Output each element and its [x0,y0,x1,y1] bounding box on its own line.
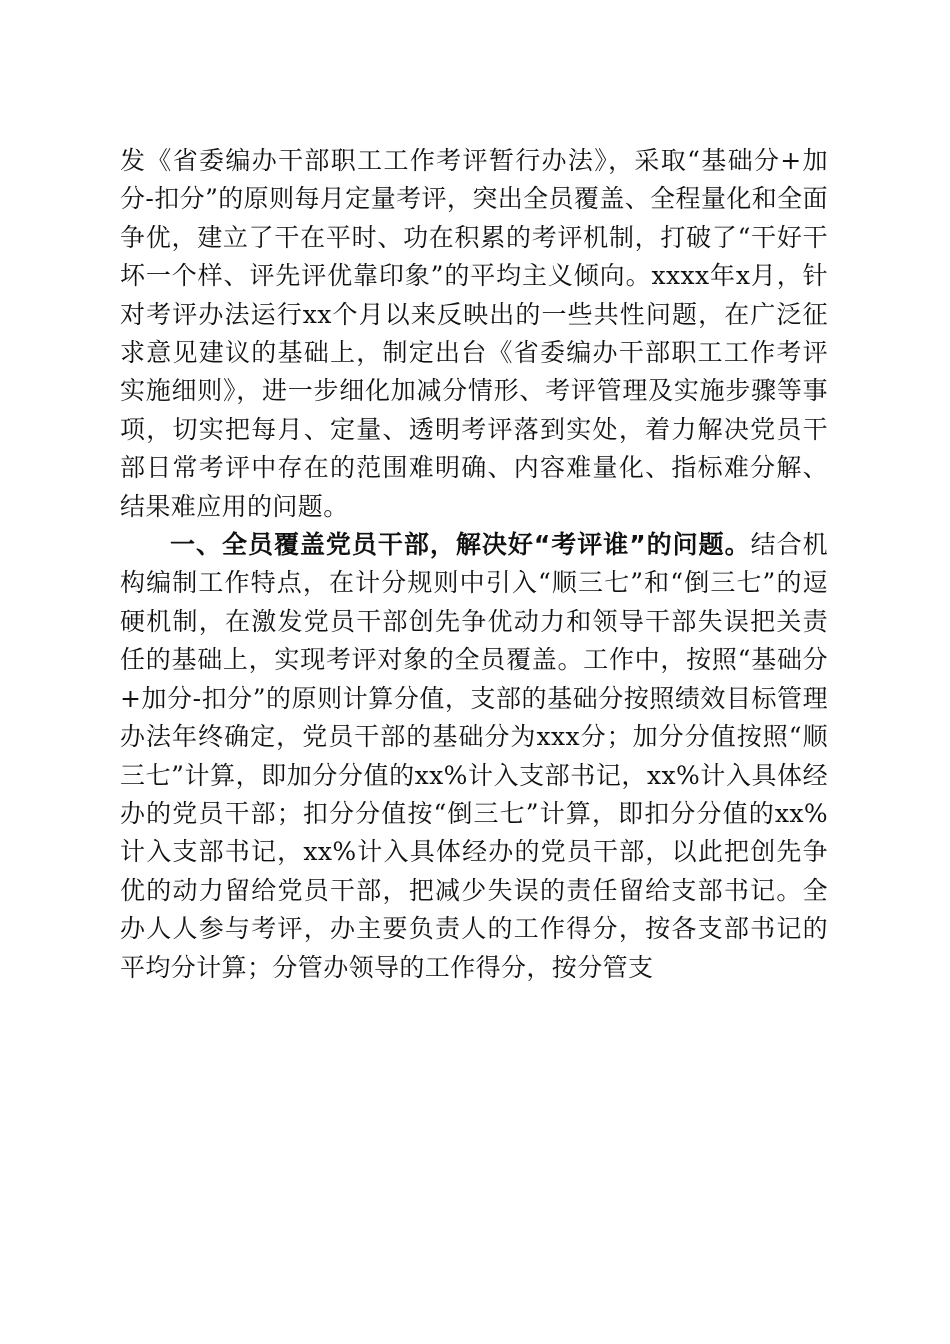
document-body [120,142,828,987]
paragraph-1 [120,142,828,526]
paragraph-2 [120,526,828,987]
paragraph-2-text: 结合机构编制工作特点，在计分规则中引入“顺三七”和“倒三七”的逗硬机制，在激发党员干部创先争优动力和领导干部失误把关责任的基础上，实现考评对象的全员覆盖。工作中，按照“基础分+加分-扣分”的原则计算分值，支部的基础分按照绩效目标管理办法年终确定，党员干部的基础分为xxx分；加分分值按照“顺三七”计算，即加分分值的xx%计入支部书记，xx%计入具体经办的党员干部；扣分分值按“倒三七”计算，即扣分分值的xx%计入支部书记，xx%计入具体经办的党员干部，以此把创先争优的动力留给党员干部，把减少失误的责任留给支部书记。全办人人参与考评，办主要负责人的工作得分，按各支部书记的平均分计算；分管办领导的工作得分，按分管支 [120,530,828,982]
paragraph-1-text: 发《省委编办干部职工工作考评暂行办法》，采取“基础分+加分-扣分”的原则每月定量考评，突出全员覆盖、全程量化和全面争优，建立了干在平时、功在积累的考评机制，打破了“干好干坏一个样、评先评优靠印象”的平均主义倾向。xxxx年x月，针对考评办法运行xx个月以来反映出的一些共性问题，在广泛征求意见建议的基础上，制定出台《省委编办干部职工工作考评实施细则》，进一步细化加减分情形、考评管理及实施步骤等事项，切实把每月、定量、透明考评落到实处，着力解决党员干部日常考评中存在的范围难明确、内容难量化、指标难分解、结果难应用的问题。 [120,146,828,521]
section-heading: 一、全员覆盖党员干部，解决好“考评谁”的问题。 [170,530,751,560]
